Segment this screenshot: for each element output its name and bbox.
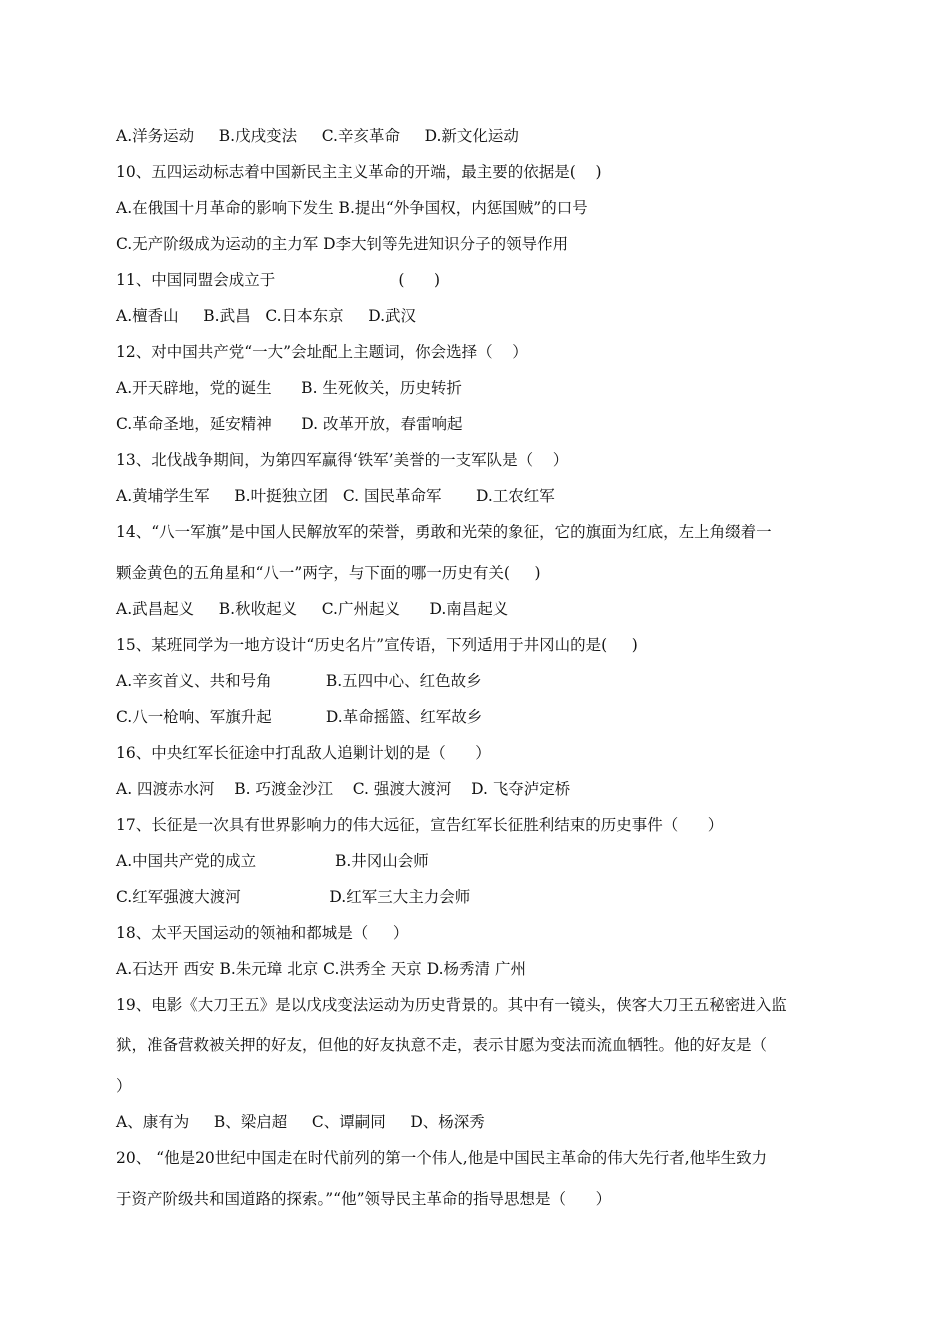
q10-options-cd: C.无产阶级成为运动的主力军 D李大钊等先进知识分子的领导作用 xyxy=(116,235,569,253)
q16-stem: 16、中央红军长征途中打乱敌人追剿计划的是（ ） xyxy=(116,744,491,762)
q15-options-ab: A.辛亥首义、共和号角 B.五四中心、红色故乡 xyxy=(116,672,482,690)
q10-stem: 10、五四运动标志着中国新民主主义革命的开端，最主要的依据是( ) xyxy=(116,163,602,181)
q19-options: A、康有为 B、梁启超 C、谭嗣同 D、杨深秀 xyxy=(116,1113,485,1131)
q20-stem-line1: 20、 “他是20世纪中国走在时代前列的第一个伟人,他是中国民主革命的伟大先行者,他毕生致力 xyxy=(116,1149,768,1167)
q13-stem: 13、北伐战争期间，为第四军赢得‘铁军’美誉的一支军队是（ ） xyxy=(116,451,569,469)
q19-stem-line2: 狱，准备营救被关押的好友，但他的好友执意不走，表示甘愿为变法而流血牺牲。他的好友是（ xyxy=(116,1036,768,1054)
q9-options: A.洋务运动 B.戊戌变法 C.辛亥革命 D.新文化运动 xyxy=(116,127,519,145)
q14-options: A.武昌起义 B.秋收起义 C.广州起义 D.南昌起义 xyxy=(116,600,509,618)
q19-stem-line1: 19、电影《大刀王五》是以戊戌变法运动为历史背景的。其中有一镜头，侠客大刀王五秘密进入监 xyxy=(116,996,787,1014)
q19-stem-line3: ） xyxy=(116,1077,132,1095)
q12-options-ab: A.开天辟地，党的诞生 B. 生死攸关，历史转折 xyxy=(116,379,462,397)
q20-stem-line2: 于资产阶级共和国道路的探索。”“他”领导民主革命的指导思想是（ ） xyxy=(116,1190,612,1208)
q18-stem: 18、太平天国运动的领袖和都城是（ ） xyxy=(116,924,409,942)
q17-stem: 17、长征是一次具有世界影响力的伟大远征，宣告红军长征胜利结束的历史事件（ ） xyxy=(116,816,724,834)
q17-options-cd: C.红军强渡大渡河 D.红军三大主力会师 xyxy=(116,888,471,906)
q10-options-ab: A.在俄国十月革命的影响下发生 B.提出“外争国权，内惩国贼”的口号 xyxy=(116,199,588,217)
q11-stem: 11、中国同盟会成立于 ( ) xyxy=(116,271,441,289)
q14-stem-line1: 14、“八一军旗”是中国人民解放军的荣誉，勇敢和光荣的象征，它的旗面为红底，左上角缀着一 xyxy=(116,523,772,541)
q13-options: A.黄埔学生军 B.叶挺独立团 C. 国民革命军 D.工农红军 xyxy=(116,487,555,505)
q16-options: A. 四渡赤水河 B. 巧渡金沙江 C. 强渡大渡河 D. 飞夺泸定桥 xyxy=(116,780,571,798)
q12-options-cd: C.革命圣地，延安精神 D. 改革开放，春雷响起 xyxy=(116,415,463,433)
q15-options-cd: C.八一枪响、军旗升起 D.革命摇篮、红军故乡 xyxy=(116,708,483,726)
q11-options: A.檀香山 B.武昌 C.日本东京 D.武汉 xyxy=(116,307,417,325)
q15-stem: 15、某班同学为一地方设计“历史名片”宣传语，下列适用于井冈山的是( ) xyxy=(116,636,638,654)
q12-stem: 12、对中国共产党“一大”会址配上主题词，你会选择（ ） xyxy=(116,343,528,361)
q14-stem-line2: 颗金黄色的五角星和“八一”两字，与下面的哪一历史有关( ) xyxy=(116,564,541,582)
q17-options-ab: A.中国共产党的成立 B.井冈山会师 xyxy=(116,852,429,870)
q18-options: A.石达开 西安 B.朱元璋 北京 C.洪秀全 天京 D.杨秀清 广州 xyxy=(116,960,526,978)
